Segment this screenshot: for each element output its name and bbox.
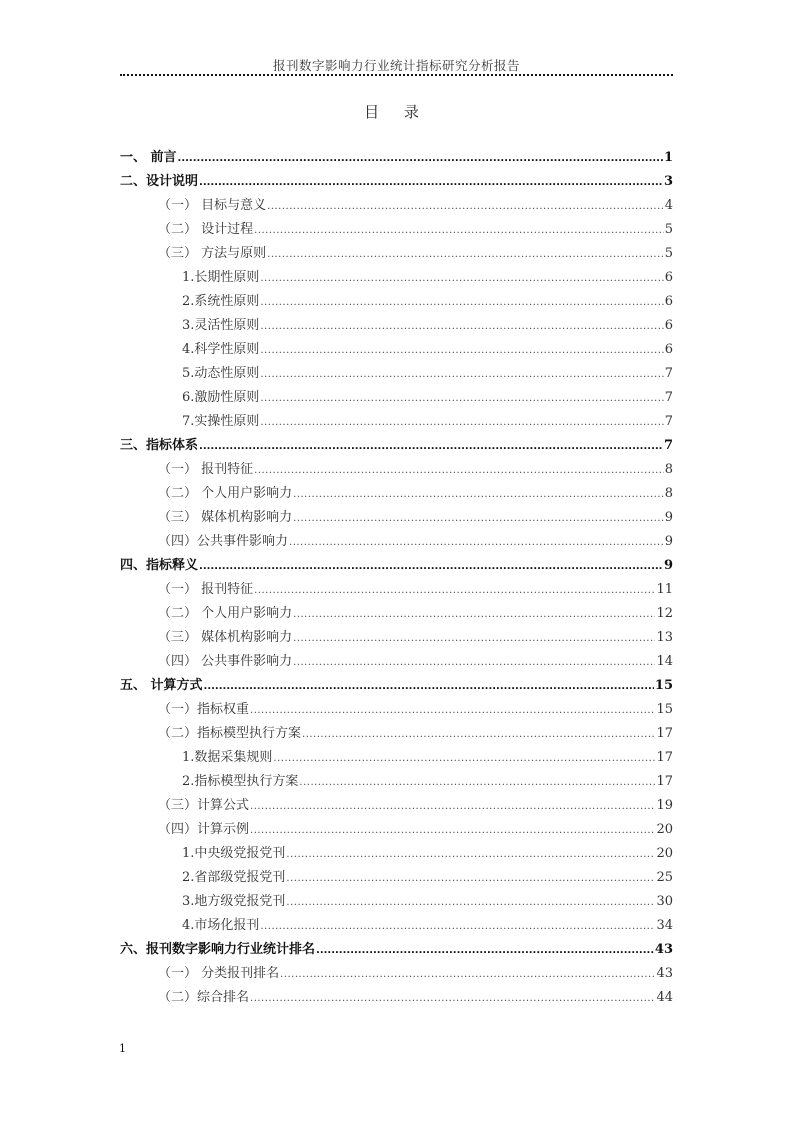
toc-entry-label: （三） 媒体机构影响力 <box>158 630 293 645</box>
dot-leader <box>293 509 664 529</box>
toc-entry-label: 二、设计说明 <box>120 174 199 189</box>
toc-entry-page: 7 <box>664 390 673 405</box>
dot-leader <box>254 461 664 481</box>
dot-leader <box>280 965 655 985</box>
dot-leader <box>267 197 664 217</box>
toc-entry[interactable] <box>120 412 673 436</box>
toc-entry[interactable] <box>120 916 673 940</box>
toc-entry-page: 8 <box>664 486 673 501</box>
toc-entry-label: （二）指标模型执行方案 <box>158 726 302 741</box>
dot-leader <box>260 413 663 433</box>
toc-entry-label: 2.指标模型执行方案 <box>182 774 299 789</box>
dot-leader <box>250 701 655 721</box>
dot-leader <box>199 173 663 193</box>
dot-leader <box>260 389 663 409</box>
toc-entry-page: 14 <box>656 654 673 669</box>
toc-entry[interactable] <box>120 196 673 220</box>
toc-entry-page: 17 <box>656 774 673 789</box>
toc-entry-page: 7 <box>664 414 673 429</box>
dot-leader <box>299 773 655 793</box>
dot-leader <box>316 941 654 961</box>
dot-leader <box>286 893 655 913</box>
header-divider <box>120 74 673 76</box>
toc-entry[interactable] <box>120 676 673 700</box>
toc-entry[interactable] <box>120 940 673 964</box>
toc-entry[interactable] <box>120 868 673 892</box>
toc-entry-label: 1.数据采集规则 <box>182 750 273 765</box>
dot-leader <box>254 221 664 241</box>
toc-entry[interactable] <box>120 964 673 988</box>
dot-leader <box>260 341 663 361</box>
toc-entry[interactable] <box>120 844 673 868</box>
toc-entry-label: （四）计算示例 <box>158 822 250 837</box>
toc-entry-label: （一） 报刊特征 <box>158 582 254 597</box>
toc-entry-page: 11 <box>656 582 673 597</box>
dot-leader <box>293 653 655 673</box>
toc-entry[interactable] <box>120 748 673 772</box>
toc-entry-label: （一） 分类报刊排名 <box>158 966 280 981</box>
dot-leader <box>267 245 664 265</box>
toc-entry-label: （三）计算公式 <box>158 798 250 813</box>
toc-entry[interactable] <box>120 532 673 556</box>
toc-entry-page: 30 <box>656 894 673 909</box>
toc-entry-page: 5 <box>664 246 673 261</box>
toc-entry-page: 12 <box>656 606 673 621</box>
toc-entry-label: 3.地方级党报党刊 <box>182 894 286 909</box>
dot-leader <box>178 149 663 169</box>
table-of-contents <box>120 148 673 1012</box>
dot-leader <box>199 437 663 457</box>
toc-entry-page: 5 <box>664 222 673 237</box>
toc-entry-page: 6 <box>664 270 673 285</box>
toc-entry-page: 20 <box>656 822 673 837</box>
toc-entry-page: 43 <box>656 966 673 981</box>
dot-leader <box>273 749 655 769</box>
toc-entry[interactable] <box>120 268 673 292</box>
toc-entry[interactable] <box>120 724 673 748</box>
toc-entry[interactable] <box>120 628 673 652</box>
dot-leader <box>293 629 655 649</box>
toc-entry-page: 7 <box>663 438 673 453</box>
dot-leader <box>260 317 663 337</box>
toc-entry-page: 19 <box>656 798 673 813</box>
toc-entry-page: 44 <box>656 990 673 1005</box>
toc-entry[interactable] <box>120 892 673 916</box>
toc-entry[interactable] <box>120 172 673 196</box>
toc-entry[interactable] <box>120 820 673 844</box>
toc-entry[interactable] <box>120 772 673 796</box>
toc-entry[interactable] <box>120 436 673 460</box>
toc-entry[interactable] <box>120 388 673 412</box>
toc-entry-page: 15 <box>656 702 673 717</box>
toc-entry-label: 1.中央级党报党刊 <box>182 846 286 861</box>
dot-leader <box>254 581 655 601</box>
toc-entry[interactable] <box>120 652 673 676</box>
dot-leader <box>250 821 655 841</box>
toc-entry-label: （二） 个人用户影响力 <box>158 606 293 621</box>
toc-entry[interactable] <box>120 604 673 628</box>
toc-entry-page: 6 <box>664 318 673 333</box>
toc-entry-page: 4 <box>664 198 673 213</box>
toc-entry-label: （一） 报刊特征 <box>158 462 254 477</box>
toc-title: 目 录 <box>364 103 429 121</box>
toc-entry-label: 一、 前言 <box>120 150 177 165</box>
toc-entry-page: 17 <box>656 750 673 765</box>
dot-leader <box>199 557 663 577</box>
toc-entry-label: 五、 计算方式 <box>120 678 203 693</box>
toc-entry-label: 4.市场化报刊 <box>182 918 260 933</box>
toc-entry[interactable] <box>120 460 673 484</box>
toc-entry-label: 3.灵活性原则 <box>182 318 260 333</box>
toc-entry-label: 四、指标释义 <box>120 558 199 573</box>
toc-entry[interactable] <box>120 508 673 532</box>
toc-entry-page: 9 <box>663 558 673 573</box>
toc-entry-label: （一） 目标与意义 <box>158 198 267 213</box>
toc-entry[interactable] <box>120 556 673 580</box>
toc-entry-page: 25 <box>656 870 673 885</box>
toc-entry-page: 20 <box>656 846 673 861</box>
toc-entry-page: 43 <box>654 942 673 957</box>
toc-entry[interactable] <box>120 988 673 1012</box>
toc-entry[interactable] <box>120 220 673 244</box>
toc-entry-label: 2.系统性原则 <box>182 294 260 309</box>
toc-entry[interactable] <box>120 484 673 508</box>
toc-entry-label: （二） 设计过程 <box>158 222 254 237</box>
toc-entry-page: 6 <box>664 342 673 357</box>
toc-entry-page: 17 <box>656 726 673 741</box>
toc-entry-label: 6.激励性原则 <box>182 390 260 405</box>
toc-entry-label: 4.科学性原则 <box>182 342 260 357</box>
dot-leader <box>293 605 655 625</box>
toc-entry[interactable] <box>120 340 673 364</box>
toc-entry-label: （四）公共事件影响力 <box>158 534 289 549</box>
toc-entry[interactable] <box>120 364 673 388</box>
toc-entry[interactable] <box>120 316 673 340</box>
dot-leader <box>289 533 664 553</box>
toc-entry-label: （二） 个人用户影响力 <box>158 486 293 501</box>
toc-entry-page: 1 <box>663 150 673 165</box>
toc-entry-page: 6 <box>664 294 673 309</box>
toc-entry-page: 9 <box>664 534 673 549</box>
toc-entry[interactable] <box>120 292 673 316</box>
toc-entry[interactable] <box>120 796 673 820</box>
toc-entry-label: （三） 方法与原则 <box>158 246 267 261</box>
toc-entry-label: （三） 媒体机构影响力 <box>158 510 293 525</box>
toc-entry-label: 1.长期性原则 <box>182 270 260 285</box>
running-header: 报刊数字影响力行业统计指标研究分析报告 <box>272 58 520 73</box>
toc-entry[interactable] <box>120 700 673 724</box>
toc-entry-label: 2.省部级党报党刊 <box>182 870 286 885</box>
toc-entry-page: 9 <box>664 510 673 525</box>
toc-entry[interactable] <box>120 244 673 268</box>
dot-leader <box>260 293 663 313</box>
dot-leader <box>260 269 663 289</box>
toc-entry-label: 7.实操性原则 <box>182 414 260 429</box>
toc-entry-page: 3 <box>663 174 673 189</box>
toc-entry[interactable] <box>120 580 673 604</box>
dot-leader <box>286 845 655 865</box>
toc-entry-page: 13 <box>656 630 673 645</box>
dot-leader <box>250 797 655 817</box>
dot-leader <box>250 989 655 1009</box>
toc-entry-label: （二）综合排名 <box>158 990 250 1005</box>
toc-entry-page: 7 <box>664 366 673 381</box>
toc-entry-label: 5.动态性原则 <box>182 366 260 381</box>
toc-entry-page: 8 <box>664 462 673 477</box>
dot-leader <box>204 677 654 697</box>
dot-leader <box>293 485 664 505</box>
toc-entry-page: 15 <box>654 678 673 693</box>
toc-entry-label: 三、指标体系 <box>120 438 199 453</box>
page-number: 1 <box>119 1042 126 1055</box>
toc-entry-page: 34 <box>656 918 673 933</box>
dot-leader <box>260 917 655 937</box>
toc-entry[interactable] <box>120 148 673 172</box>
dot-leader <box>260 365 663 385</box>
dot-leader <box>286 869 655 889</box>
toc-entry-label: （一）指标权重 <box>158 702 250 717</box>
toc-entry-label: 六、报刊数字影响力行业统计排名 <box>120 942 316 957</box>
dot-leader <box>302 725 655 745</box>
toc-entry-label: （四） 公共事件影响力 <box>158 654 293 669</box>
